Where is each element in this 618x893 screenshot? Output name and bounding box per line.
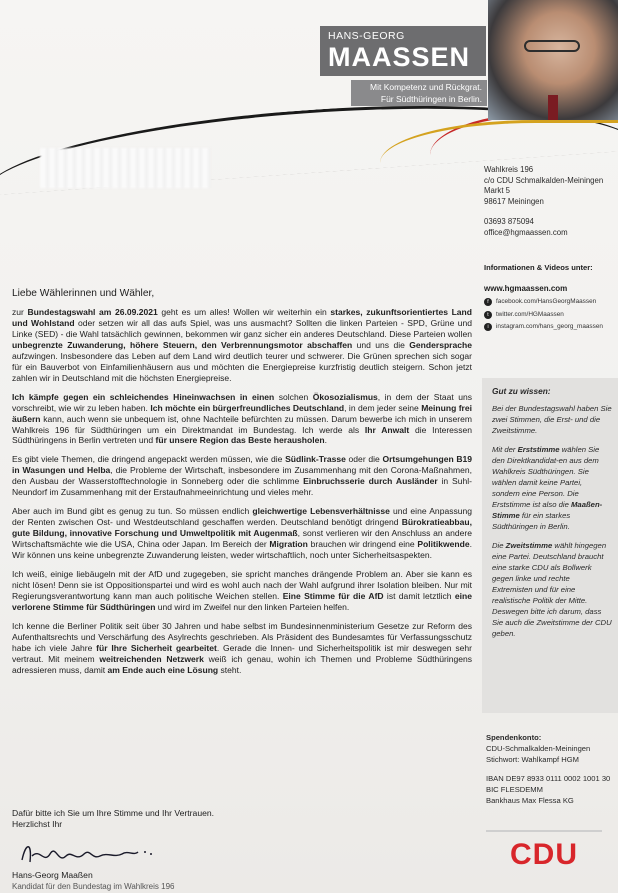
emphasis-text: für unsere Region das Beste herausholen bbox=[155, 435, 325, 446]
address-spacer bbox=[484, 207, 603, 217]
handwritten-signature bbox=[18, 838, 178, 868]
body-text: oder die bbox=[345, 454, 383, 465]
candidate-last-name: MAASSEN bbox=[328, 42, 471, 72]
body-text: , in dem der Staat uns vorschreibt, wie wir zu leben haben. bbox=[12, 391, 472, 413]
contact-address bbox=[484, 165, 603, 238]
body-text: weiß ich genau, wohin ich Themen und Probleme Südthüringens adressieren muss, damit bbox=[12, 653, 472, 675]
letter-paragraph bbox=[12, 307, 472, 384]
sidebox-paragraph: Mit der Erststimme wählen Sie den Direktkandidat-en aus dem Wahlkreis Südthüringen. Sie wählen damit keine Partei, sondern eine Person. Die Erststimme ist also die Maaßen-Stimme für ein starkes Südthüringen in Berlin. bbox=[492, 445, 603, 531]
body-text: aufzwingen. Insbesondere das Leben auf dem Land wird deutlich teurer und schwerer. Die Grünen sprechen sich sogar für ein Bauverbot von Einfamilienhäusern aus und möchten die Energiepreise kurzfristig deutlich steigern. Schon jetzt zahlen wir in Deutschland mit die höchsten Energiepreise. bbox=[12, 350, 472, 383]
signer-subtitle: Kandidat für den Bundestag im Wahlkreis 196 bbox=[12, 882, 175, 891]
body-text: und eine Anpassung der Renten zwischen Ost- und Westdeutschland geschaffen werden. Deutschland benötigt dringend bbox=[12, 506, 473, 528]
body-text: steht. bbox=[218, 664, 242, 675]
emphasis-text: Ihr Anwalt bbox=[364, 424, 410, 435]
body-text: , sonst verlieren wir den Anschluss an andere Wirtschaftsmächte wie die USA, China oder Japan. Im Bereich der bbox=[12, 528, 472, 550]
emphasis-text: Gendersprache bbox=[409, 339, 472, 350]
emphasis-text: Bundestagswahl am 26.09.2021 bbox=[27, 307, 158, 317]
letter-paragraph bbox=[12, 569, 472, 613]
emphasis-text: Bürokratieabbau, gute Bildung, innovative Forschung und Umweltpolitik mit Augenmaß bbox=[12, 517, 472, 539]
body-text: in Suhl-Neundorf im Zusammenhang mit der Erstaufnahmeeinrichtung und vieles mehr. bbox=[12, 476, 472, 498]
emphasis-text: Südlink-Trasse bbox=[285, 454, 346, 465]
body-text: und wird im Zweifel nur den linken Parteien helfen. bbox=[155, 601, 350, 612]
donation-heading: Spendenkonto: bbox=[486, 733, 542, 742]
candidate-first-name: HANS-GEORG bbox=[328, 30, 405, 42]
emphasis-text: weitreichenden Netzwerk bbox=[99, 653, 204, 664]
candidate-banner bbox=[320, 26, 486, 76]
redacted-address-block bbox=[40, 148, 210, 188]
salutation: Liebe Wählerinnen und Wähler, bbox=[12, 288, 155, 299]
instagram-icon: i bbox=[484, 323, 492, 331]
instagram-url: instagram.com/hans_georg_maassen bbox=[496, 323, 603, 330]
emphasis-text: Ökosozialismus bbox=[312, 391, 378, 402]
emphasis-text: für Ihre Sicherheit gearbeitet bbox=[96, 642, 217, 653]
letter-paragraph bbox=[12, 454, 472, 498]
body-text: oder setzen wir all das aufs Spiel, was uns ausmacht? Sollten die linken Parteien - SPD, Grüne und Linke (SED) - die Wahl tatsächlich gewinnen, bekommen wir ganz sicher ein anderes Deutschland. Diese Parteien wollen bbox=[12, 317, 472, 339]
body-text: und uns die bbox=[352, 339, 410, 350]
tagline-line-2: Für Südthüringen in Berlin. bbox=[380, 94, 482, 104]
body-text: Es gibt viele Themen, die dringend angepackt werden müssen, wie die bbox=[12, 454, 286, 465]
phone-number: 03693 875094 bbox=[484, 217, 534, 226]
info-heading: Informationen & Videos unter: bbox=[484, 263, 593, 272]
body-text: . Gerade die Innen- und Sicherheitspolitik ist mir deswegen sehr vertraut. Mit meinem bbox=[12, 642, 472, 664]
body-text: Aber auch im Bund gibt es genug zu tun. So müssen endlich bbox=[12, 506, 253, 517]
donation-bank: Bankhaus Max Flessa KG bbox=[486, 796, 574, 805]
emphasis-text: Einbruchsserie durch Ausländer bbox=[303, 476, 438, 487]
emphasis-text: Meinung frei äußern bbox=[12, 402, 473, 424]
facebook-url: facebook.com/HansGeorgMaassen bbox=[496, 298, 597, 305]
address-line: Wahlkreis 196 bbox=[484, 165, 534, 174]
tie-shape bbox=[548, 95, 558, 120]
donation-iban: IBAN DE97 8933 0111 0002 1001 30 bbox=[486, 774, 611, 783]
donation-line: CDU-Schmalkalden-Meiningen bbox=[486, 744, 591, 753]
cdu-logo: CDU bbox=[486, 830, 602, 878]
candidate-tagline bbox=[351, 80, 487, 106]
body-text: Ich kenne die Berliner Politik seit über 30 Jahren und habe selbst im Bundesinnenministerium Gesetze zur Reform des Aufenthaltsrechts und Verschärfung des Asylrechts geschrieben. Als Präsident des Bundesamtes für Verfassungsschutz habe ich viele Jahre bbox=[12, 620, 472, 653]
email-address[interactable]: office@hgmaassen.com bbox=[484, 227, 568, 237]
facebook-icon: f bbox=[484, 298, 492, 306]
website-link[interactable]: www.hgmaassen.com bbox=[484, 284, 568, 293]
body-text: . bbox=[324, 435, 327, 446]
tagline-line-1: Mit Kompetenz und Rückgrat. bbox=[370, 82, 482, 92]
instagram-link[interactable] bbox=[484, 321, 603, 334]
donation-spacer bbox=[486, 765, 610, 773]
emphasis-text: Ortsumgehungen B19 in Wasungen und Helba bbox=[12, 454, 473, 476]
emphasis-text: starkes, zukunftsorientiertes Land und Wohlstand bbox=[12, 307, 472, 328]
signer-block bbox=[12, 870, 174, 892]
letter-closing bbox=[12, 808, 214, 830]
emphasis-text: gleichwertige Lebensverhältnisse bbox=[252, 506, 390, 517]
sidebox-paragraph: Bei der Bundestagswahl haben Sie zwei Stimmen, die Erst- und die Zweitstimme. bbox=[492, 404, 612, 435]
body-text: zur bbox=[12, 307, 28, 317]
emphasis-text: unbegrenzte Zuwanderung, höhere Steuern, den Verbrennungsmotor abschaffen bbox=[12, 339, 353, 350]
body-text: ist damit letztlich bbox=[383, 590, 455, 601]
address-line: 98617 Meiningen bbox=[484, 196, 544, 206]
emphasis-text: eine verlorene Stimme für Südthüringen bbox=[12, 590, 472, 612]
letter-paragraph bbox=[12, 392, 472, 447]
body-text: geht es um alles! Wollen wir weiterhin ein bbox=[157, 307, 331, 317]
letter-paragraph bbox=[12, 506, 472, 561]
donation-bic: BIC FLESDEMM bbox=[486, 785, 543, 794]
twitter-link[interactable] bbox=[484, 309, 603, 322]
emphasis-text: Migration bbox=[269, 539, 308, 550]
closing-line: Dafür bitte ich Sie um Ihre Stimme und Ihr Vertrauen. bbox=[12, 808, 215, 818]
body-text: brauchen wir dringend eine bbox=[307, 539, 418, 550]
body-text: Ich weiß, einige liebäugeln mit der AfD und zugegeben, sie spricht manches drängende Problem an. Aber sie kann es nicht lösen! Denn sie ist Oppositionspartei und wird es wohl auch nach der Wahl aufgrund ihrer Isolation bleiben. Nur mit Regierungsverantwortung kann man auch politische Weichen stellen. bbox=[12, 569, 472, 601]
twitter-icon: t bbox=[484, 311, 492, 319]
address-line: Markt 5 bbox=[484, 186, 510, 195]
letter-paragraph bbox=[12, 621, 472, 676]
social-links bbox=[484, 296, 603, 334]
body-text: . Wir können uns keine unbegrenzte Zuwanderung leisten, weder wirtschaftlich, noch unter Sicherheitsaspekten. bbox=[12, 539, 473, 561]
body-text: solchen bbox=[274, 391, 313, 402]
body-text: , die Probleme der Wirtschaft, insbesondere im Zusammenhang mit den Corona-Maßnahmen, den Ausbau der Wasserstofftechnologie in Sonneberg oder die schlimme bbox=[12, 465, 472, 487]
donation-line: Stichwort: Wahlkampf HGM bbox=[486, 755, 579, 764]
info-sidebox bbox=[482, 378, 618, 713]
letter-body bbox=[12, 307, 472, 684]
address-line: c/o CDU Schmalkalden-Meiningen bbox=[484, 175, 604, 185]
closing-line: Herzlichst Ihr bbox=[12, 819, 63, 829]
sidebox-heading: Gut zu wissen: bbox=[492, 386, 551, 396]
candidate-portrait bbox=[488, 0, 618, 120]
body-text: die Interessen Südthüringens in Berlin vertreten und bbox=[12, 424, 472, 446]
twitter-url: twitter.com/HGMaassen bbox=[496, 310, 564, 318]
emphasis-text: Politikwende bbox=[417, 539, 470, 550]
glasses-shape bbox=[524, 40, 580, 52]
facebook-link[interactable] bbox=[484, 296, 603, 309]
emphasis-text: Ich möchte ein bürgerfreundliches Deutschland bbox=[150, 402, 345, 413]
signer-name: Hans-Georg Maaßen bbox=[12, 870, 93, 880]
sidebox-paragraph: Die Zweitstimme wählt hingegen eine Partei. Deutschland braucht eine starke CDU als Bollwerk gegen linke und rechte Extremisten und für eine realistische Politik der Mitte. Deswegen bitte ich darum, dass Sie auch die Zweitstimme der CDU geben. bbox=[492, 541, 612, 638]
emphasis-text: Ich kämpfe gegen ein schleichendes Hineinwachsen in einen bbox=[12, 391, 275, 402]
emphasis-text: am Ende auch eine Lösung bbox=[107, 664, 219, 675]
body-text: , in dem jeder seine bbox=[344, 402, 422, 413]
body-text: kann, auch wenn sie unbequem ist, ohne Nachteile befürchten zu müssen. Darum bewerbe ich mich in unserem Wahlkreis 196 für Südthüringen um ein Direktmandat im Bundestag. Ich werde als bbox=[12, 413, 472, 435]
emphasis-text: Eine Stimme für die AfD bbox=[282, 590, 384, 601]
donation-info bbox=[486, 732, 610, 806]
